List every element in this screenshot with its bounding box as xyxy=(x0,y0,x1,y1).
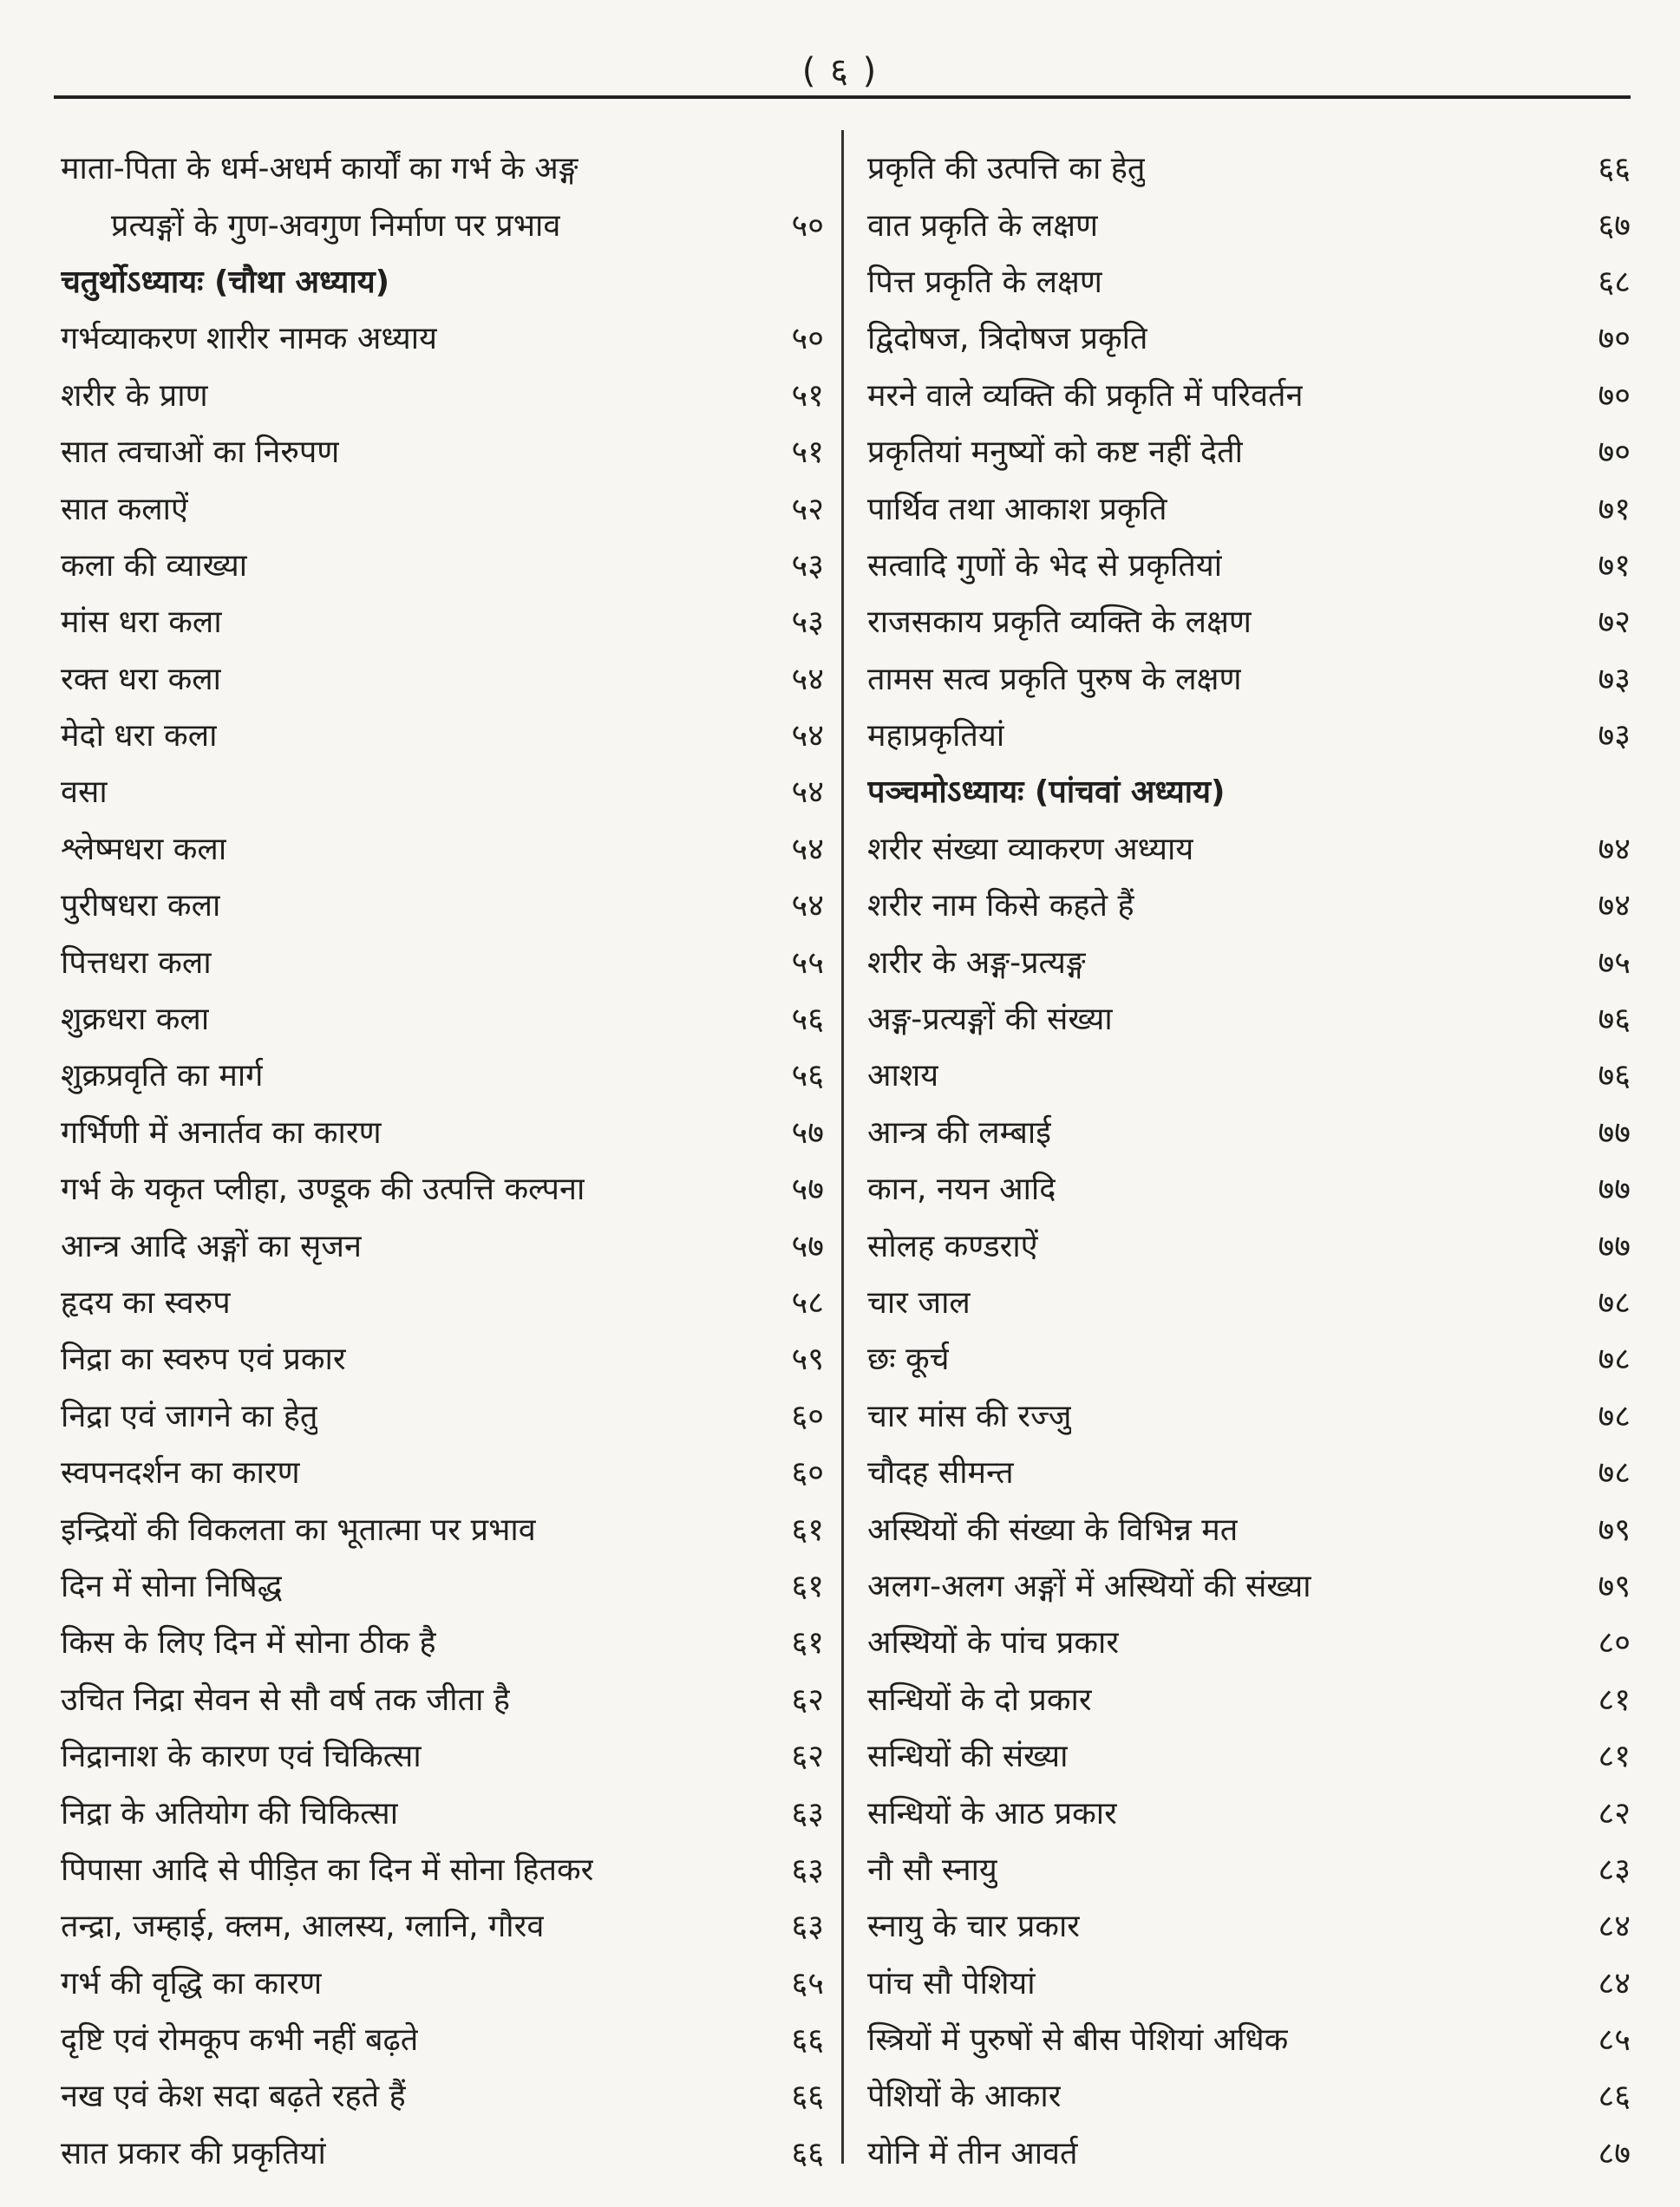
toc-entry xyxy=(867,819,1631,876)
toc-entry-page: ५४ xyxy=(791,831,824,867)
toc-entry-page: ६२ xyxy=(791,1739,824,1775)
toc-entry xyxy=(867,536,1631,592)
toc-entry xyxy=(61,592,824,649)
page-number: ( ६ ) xyxy=(801,51,879,91)
toc-entry-page: ७० xyxy=(1598,434,1631,471)
toc-entry-title: निद्रा एवं जागने का हेतु xyxy=(61,1398,318,1434)
toc-entry-title: गर्भव्याकरण शारीर नामक अध्याय xyxy=(61,321,438,357)
toc-entry-page: ५७ xyxy=(791,1172,824,1208)
toc-entry-page: ७१ xyxy=(1598,491,1631,527)
toc-entry-title: पुरीषधरा कला xyxy=(61,888,221,924)
toc-entry xyxy=(61,1499,824,1556)
toc-entry xyxy=(867,2124,1631,2180)
toc-entry-page: ८५ xyxy=(1598,2022,1631,2059)
toc-entry xyxy=(61,876,824,932)
toc-entry xyxy=(867,1670,1631,1727)
toc-entry xyxy=(61,1387,824,1443)
toc-entry xyxy=(61,1329,824,1386)
toc-entry-title: गर्भ के यकृत प्लीहा, उण्डूक की उत्पत्ति कल्पना xyxy=(61,1172,585,1208)
toc-entry-title: दृष्टि एवं रोमकूप कभी नहीं बढ़ते xyxy=(61,2022,419,2059)
toc-entry-page: ७८ xyxy=(1598,1455,1631,1492)
toc-entry-page: ८७ xyxy=(1598,2135,1631,2171)
toc-entry-title: माता-पिता के धर्म-अधर्म कार्यों का गर्भ के अङ्ग xyxy=(61,151,579,187)
toc-entry-title: किस के लिए दिन में सोना ठीक है xyxy=(61,1625,436,1662)
toc-entry xyxy=(867,932,1631,989)
chapter-heading xyxy=(867,762,1631,819)
toc-entry-title: शरीर नाम किसे कहते हैं xyxy=(867,888,1134,924)
toc-entry xyxy=(61,422,824,479)
toc-entry xyxy=(867,366,1631,422)
column-divider xyxy=(841,130,844,2164)
toc-entry-page: ५५ xyxy=(791,944,824,981)
toc-entry-title: चार मांस की रज्जु xyxy=(867,1398,1072,1434)
toc-entry xyxy=(61,762,824,819)
toc-entry xyxy=(61,536,824,592)
toc-entry-title: श्लेष्मधरा कला xyxy=(61,831,227,867)
toc-entry-title: नख एवं केश सदा बढ़ते रहते हैं xyxy=(61,2079,406,2115)
toc-entry-title: रक्त धरा कला xyxy=(61,661,221,697)
toc-entry xyxy=(61,1727,824,1783)
toc-entry-title: सन्धियों के दो प्रकार xyxy=(867,1681,1092,1718)
toc-entry-page: ६६ xyxy=(1598,151,1631,187)
toc-entry xyxy=(61,1046,824,1102)
toc-entry-title: छः कूर्च xyxy=(867,1342,950,1378)
toc-entry xyxy=(867,479,1631,535)
toc-entry xyxy=(61,2124,824,2180)
toc-entry-page: ५० xyxy=(791,321,824,357)
toc-entry xyxy=(61,139,824,195)
chapter-heading xyxy=(61,252,824,309)
toc-entry-page: ७४ xyxy=(1598,888,1631,924)
toc-entry-title: वात प्रकृति के लक्षण xyxy=(867,207,1099,244)
toc-entry-page: ७८ xyxy=(1598,1285,1631,1321)
toc-entry-title: सात प्रकार की प्रकृतियां xyxy=(61,2135,326,2171)
toc-entry xyxy=(61,1443,824,1499)
toc-entry xyxy=(61,2010,824,2067)
toc-entry-page: ५२ xyxy=(791,491,824,527)
toc-entry-title: चौदह सीमन्त xyxy=(867,1455,1014,1492)
toc-entry-title: प्रत्यङ्गों के गुण-अवगुण निर्माण पर प्रभाव xyxy=(111,207,561,244)
toc-entry-title: पिपासा आदि से पीड़ित का दिन में सोना हितकर xyxy=(61,1851,594,1888)
toc-entry xyxy=(867,1897,1631,1953)
toc-entry-title: प्रकृति की उत्पत्ति का हेतु xyxy=(867,151,1146,187)
toc-entry-page: ८४ xyxy=(1598,1965,1631,2001)
toc-entry-page: ६२ xyxy=(791,1681,824,1718)
toc-entry-title: शुक्रधरा कला xyxy=(61,1002,210,1038)
toc-entry-page: ६६ xyxy=(791,2079,824,2115)
toc-entry-page: ५१ xyxy=(791,434,824,471)
toc-entry-title: योनि में तीन आवर्त xyxy=(867,2135,1078,2171)
toc-entry-page: ७८ xyxy=(1598,1398,1631,1434)
toc-entry xyxy=(61,989,824,1046)
toc-entry xyxy=(61,1670,824,1727)
toc-entry xyxy=(61,366,824,422)
toc-entry-page: ६५ xyxy=(791,1965,824,2001)
toc-entry xyxy=(867,139,1631,195)
toc-entry-page: ७० xyxy=(1598,321,1631,357)
toc-entry xyxy=(867,1443,1631,1499)
toc-entry-title: पित्तधरा कला xyxy=(61,944,212,981)
toc-entry-page: ८४ xyxy=(1598,1909,1631,1945)
left-column xyxy=(61,139,824,2180)
toc-entry-page: ५६ xyxy=(791,1002,824,1038)
toc-entry xyxy=(61,195,824,251)
toc-entry-page: ७४ xyxy=(1598,831,1631,867)
toc-entry-page: ६० xyxy=(791,1455,824,1492)
toc-entry xyxy=(867,1216,1631,1272)
toc-entry-page: ७६ xyxy=(1598,1002,1631,1038)
toc-entry-page: ७९ xyxy=(1598,1512,1631,1548)
toc-entry-title: स्नायु के चार प्रकार xyxy=(867,1909,1081,1945)
toc-entry xyxy=(61,932,824,989)
toc-entry-page: ५४ xyxy=(791,661,824,697)
toc-entry-page: ७७ xyxy=(1598,1172,1631,1208)
toc-entry-title: आन्त्र की लम्बाई xyxy=(867,1114,1051,1151)
toc-entry-page: ५० xyxy=(791,207,824,244)
toc-entry-title: कान, नयन आदि xyxy=(867,1172,1056,1208)
toc-entry-page: ५६ xyxy=(791,1058,824,1094)
toc-entry-title: पार्थिव तथा आकाश प्रकृति xyxy=(867,491,1167,527)
toc-entry xyxy=(61,650,824,706)
toc-entry xyxy=(867,1499,1631,1556)
toc-entry xyxy=(61,1216,824,1272)
toc-entry-title: शरीर के अङ्ग-प्रत्यङ्ग xyxy=(867,944,1086,981)
toc-entry xyxy=(61,1103,824,1159)
toc-entry xyxy=(867,195,1631,251)
toc-entry-title: पञ्चमोऽध्यायः (पांचवां अध्याय) xyxy=(867,774,1226,811)
toc-entry xyxy=(61,1557,824,1613)
toc-entry-page: ८० xyxy=(1598,1625,1631,1662)
toc-entry-title: मरने वाले व्यक्ति की प्रकृति में परिवर्तन xyxy=(867,377,1304,414)
toc-entry-title: निद्रा के अतियोग की चिकित्सा xyxy=(61,1795,399,1832)
toc-entry-page: ७५ xyxy=(1598,944,1631,981)
toc-entry-page: ८२ xyxy=(1598,1795,1631,1832)
toc-entry xyxy=(867,650,1631,706)
toc-entry xyxy=(867,706,1631,762)
toc-entry-title: सात त्वचाओं का निरुपण xyxy=(61,434,340,471)
toc-entry-title: शुक्रप्रवृति का मार्ग xyxy=(61,1058,264,1094)
toc-entry-title: इन्द्रियों की विकलता का भूतात्मा पर प्रभाव xyxy=(61,1512,536,1548)
toc-entry xyxy=(61,1840,824,1897)
toc-entry-page: ५८ xyxy=(791,1285,824,1321)
toc-entry-title: सात कलाऐं xyxy=(61,491,188,527)
toc-entry-page: ७३ xyxy=(1598,661,1631,697)
toc-entry xyxy=(61,1783,824,1839)
toc-entry-title: तन्द्रा, जम्हाई, क्लम, आलस्य, ग्लानि, गौरव xyxy=(61,1909,545,1945)
toc-entry-page: ५७ xyxy=(791,1228,824,1264)
toc-entry-page: ५४ xyxy=(791,718,824,754)
toc-entry-title: चार जाल xyxy=(867,1285,971,1321)
toc-entry-title: शरीर के प्राण xyxy=(61,377,208,414)
toc-entry-title: शरीर संख्या व्याकरण अध्याय xyxy=(867,831,1194,867)
toc-entry xyxy=(867,876,1631,932)
toc-entry-title: अस्थियों के पांच प्रकार xyxy=(867,1625,1120,1662)
toc-entry-title: पित्त प्रकृति के लक्षण xyxy=(867,264,1102,300)
toc-entry-page: ६३ xyxy=(791,1909,824,1945)
toc-entry-page: ७१ xyxy=(1598,547,1631,584)
toc-entry xyxy=(867,1783,1631,1839)
toc-entry-page: ६८ xyxy=(1598,264,1631,300)
toc-entry-page: ७३ xyxy=(1598,718,1631,754)
toc-entry-title: आशय xyxy=(867,1058,939,1094)
toc-entry-title: दिन में सोना निषिद्ध xyxy=(61,1568,283,1604)
toc-entry-page: ६७ xyxy=(1598,207,1631,244)
toc-entry-page: ६६ xyxy=(791,2022,824,2059)
toc-entry-title: चतुर्थोऽध्यायः (चौथा अध्याय) xyxy=(61,264,390,300)
toc-entry-page: ७७ xyxy=(1598,1228,1631,1264)
toc-entry-page: ८६ xyxy=(1598,2079,1631,2115)
toc-entry-page: ५३ xyxy=(791,547,824,584)
toc-entry-title: सन्धियों के आठ प्रकार xyxy=(867,1795,1117,1832)
toc-entry-title: महाप्रकृतियां xyxy=(867,718,1005,754)
toc-entry-title: मांस धरा कला xyxy=(61,604,222,641)
toc-entry-page: ५७ xyxy=(791,1114,824,1151)
toc-entry-page: ६६ xyxy=(791,2135,824,2171)
toc-entry-page: ५३ xyxy=(791,604,824,641)
toc-entry xyxy=(867,1613,1631,1669)
toc-entry xyxy=(867,252,1631,309)
toc-entry-page: ८१ xyxy=(1598,1681,1631,1718)
toc-entry-page: ८३ xyxy=(1598,1851,1631,1888)
toc-entry-title: स्वपनदर्शन का कारण xyxy=(61,1455,300,1492)
toc-entry-title: गर्भ की वृद्धि का कारण xyxy=(61,1965,323,2001)
toc-entry xyxy=(61,819,824,876)
toc-entry-page: ७८ xyxy=(1598,1342,1631,1378)
toc-entry-page: ५१ xyxy=(791,377,824,414)
toc-entry-title: सोलह कण्डराऐं xyxy=(867,1228,1038,1264)
toc-entry-title: स्त्रियों में पुरुषों से बीस पेशियां अधिक xyxy=(867,2022,1289,2059)
toc-entry xyxy=(61,1273,824,1329)
toc-entry-page: ८१ xyxy=(1598,1739,1631,1775)
toc-entry-page: ५९ xyxy=(791,1342,824,1378)
toc-entry xyxy=(61,1613,824,1669)
toc-entry-page: ७६ xyxy=(1598,1058,1631,1094)
toc-entry-title: प्रकृतियां मनुष्यों को कष्ट नहीं देती xyxy=(867,434,1243,471)
toc-entry-page: ६१ xyxy=(791,1625,824,1662)
toc-entry xyxy=(867,1954,1631,2010)
header-rule xyxy=(54,95,1631,99)
toc-entry-title: निद्रानाश के कारण एवं चिकित्सा xyxy=(61,1739,422,1775)
toc-entry-page: ७७ xyxy=(1598,1114,1631,1151)
toc-entry xyxy=(867,1329,1631,1386)
toc-entry-title: मेदो धरा कला xyxy=(61,718,218,754)
toc-entry xyxy=(61,1897,824,1953)
toc-entry-title: निद्रा का स्वरुप एवं प्रकार xyxy=(61,1342,346,1378)
toc-entry-page: ६१ xyxy=(791,1568,824,1604)
toc-entry-title: पांच सौ पेशियां xyxy=(867,1965,1036,2001)
toc-entry xyxy=(61,1159,824,1216)
toc-entry xyxy=(867,1159,1631,1216)
toc-entry-title: अलग-अलग अङ्गों में अस्थियों की संख्या xyxy=(867,1568,1311,1604)
toc-entry-title: तामस सत्व प्रकृति पुरुष के लक्षण xyxy=(867,661,1242,697)
toc-entry xyxy=(867,309,1631,365)
toc-entry xyxy=(867,989,1631,1046)
toc-entry-title: हृदय का स्वरुप xyxy=(61,1285,231,1321)
toc-entry-title: अस्थियों की संख्या के विभिन्न मत xyxy=(867,1512,1239,1548)
toc-entry xyxy=(867,592,1631,649)
toc-entry xyxy=(867,1727,1631,1783)
toc-entry xyxy=(61,309,824,365)
toc-entry-page: ७० xyxy=(1598,377,1631,414)
toc-entry xyxy=(867,1557,1631,1613)
toc-entry xyxy=(867,422,1631,479)
toc-entry xyxy=(867,1103,1631,1159)
toc-entry-title: द्विदोषज, त्रिदोषज प्रकृति xyxy=(867,321,1148,357)
toc-entry-page: ५४ xyxy=(791,888,824,924)
toc-entry-title: नौ सौ स्नायु xyxy=(867,1851,997,1888)
toc-entry-page: ५४ xyxy=(791,774,824,811)
toc-entry-page: ७२ xyxy=(1598,604,1631,641)
toc-entry-page: ७९ xyxy=(1598,1568,1631,1604)
toc-entry-title: सन्धियों की संख्या xyxy=(867,1739,1069,1775)
toc-entry xyxy=(61,479,824,535)
toc-entry xyxy=(867,1273,1631,1329)
toc-entry-title: गर्भिणी में अनार्तव का कारण xyxy=(61,1114,382,1151)
toc-entry-title: सत्वादि गुणों के भेद से प्रकृतियां xyxy=(867,547,1223,584)
right-column xyxy=(867,139,1631,2180)
toc-entry xyxy=(867,2010,1631,2067)
toc-entry-title: उचित निद्रा सेवन से सौ वर्ष तक जीता है xyxy=(61,1681,511,1718)
toc-entry xyxy=(867,1387,1631,1443)
toc-entry-title: वसा xyxy=(61,774,108,811)
toc-entry xyxy=(61,706,824,762)
toc-entry xyxy=(867,1046,1631,1102)
toc-entry-title: अङ्ग-प्रत्यङ्गों की संख्या xyxy=(867,1002,1113,1038)
toc-entry xyxy=(867,1840,1631,1897)
toc-entry-page: ६१ xyxy=(791,1512,824,1548)
toc-entry-title: राजसकाय प्रकृति व्यक्ति के लक्षण xyxy=(867,604,1252,641)
toc-entry-title: आन्त्र आदि अङ्गों का सृजन xyxy=(61,1228,362,1264)
toc-entry-page: ६३ xyxy=(791,1851,824,1888)
toc-entry-page: ६३ xyxy=(791,1795,824,1832)
toc-entry xyxy=(61,1954,824,2010)
toc-entry-title: कला की व्याख्या xyxy=(61,547,248,584)
toc-entry xyxy=(867,2067,1631,2123)
toc-entry-title: पेशियों के आकार xyxy=(867,2079,1062,2115)
toc-entry xyxy=(61,2067,824,2123)
toc-entry-page: ६० xyxy=(791,1398,824,1434)
